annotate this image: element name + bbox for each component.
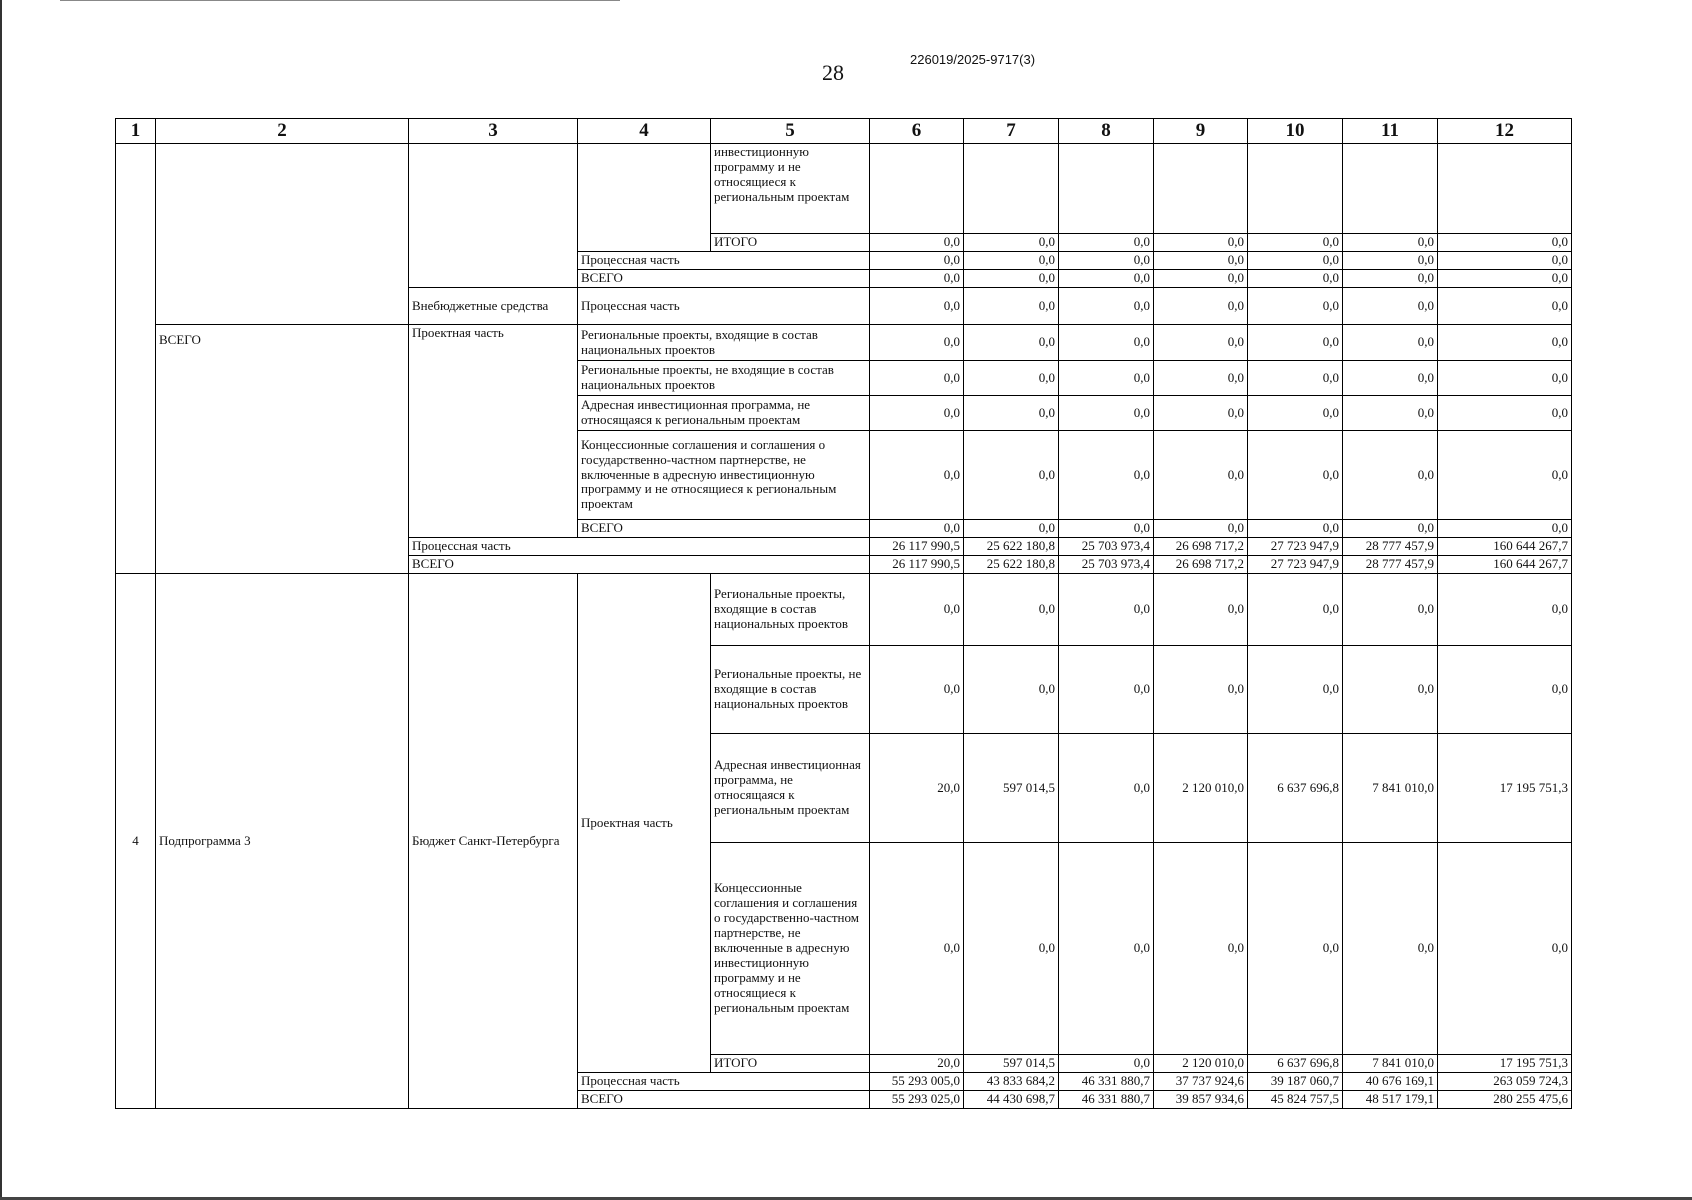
value-cell: 0,0 [1248,325,1343,361]
funding-source-cell [409,144,578,288]
value-cell: 0,0 [964,574,1059,646]
value-cell: 0,0 [1248,288,1343,325]
program-name-cell [156,144,409,325]
value-cell: 2 120 010,0 [1154,1055,1248,1073]
value-cell: 0,0 [964,646,1059,734]
value-cell: 6 637 696,8 [1248,1055,1343,1073]
total-label-cell: ВСЕГО [156,325,409,574]
value-cell: 55 293 025,0 [870,1091,964,1109]
value-cell: 46 331 880,7 [1059,1091,1154,1109]
value-cell: 0,0 [1343,270,1438,288]
value-cell: 44 430 698,7 [964,1091,1059,1109]
value-cell: 0,0 [1438,574,1572,646]
value-cell: 0,0 [1438,288,1572,325]
table-row [116,574,1572,646]
budget-table [115,118,1572,1109]
value-cell: 27 723 947,9 [1248,556,1343,574]
value-cell: 160 644 267,7 [1438,538,1572,556]
part-cell: Концессионные соглашения и соглашения о государственно-частном партнерстве, не включенные в адресную инвестиционную программу и не относящиеся к региональным проектам [578,431,870,520]
value-cell: 25 703 973,4 [1059,538,1154,556]
value-cell: 0,0 [1343,520,1438,538]
value-cell: 2 120 010,0 [1154,734,1248,843]
value-cell: 7 841 010,0 [1343,1055,1438,1073]
value-cell: 0,0 [1248,646,1343,734]
value-cell: 0,0 [1438,396,1572,431]
expense-type-cell: Региональные проекты, не входящие в состав национальных проектов [711,646,870,734]
value-cell: 0,0 [1059,270,1154,288]
part-cell: Проектная часть [578,574,711,1073]
value-cell: 55 293 005,0 [870,1073,964,1091]
value-cell: 0,0 [1438,234,1572,252]
value-cell: 0,0 [870,270,964,288]
value-cell: 0,0 [1248,520,1343,538]
value-cell: 0,0 [964,252,1059,270]
value-cell [1343,144,1438,234]
expense-type-cell: инвестиционную программу и не относящиеся к региональным проектам [711,144,870,234]
value-cell: 0,0 [1343,396,1438,431]
value-cell [1248,144,1343,234]
value-cell: 263 059 724,3 [1438,1073,1572,1091]
value-cell: 25 703 973,4 [1059,556,1154,574]
value-cell [1154,144,1248,234]
row-number-cell: 4 [116,574,156,1109]
value-cell: 597 014,5 [964,734,1059,843]
value-cell: 0,0 [870,361,964,396]
value-cell: 26 698 717,2 [1154,538,1248,556]
funding-source-cell: Внебюджетные средства [409,288,578,325]
value-cell: 40 676 169,1 [1343,1073,1438,1091]
value-cell: 0,0 [870,574,964,646]
value-cell: 45 824 757,5 [1248,1091,1343,1109]
value-cell: 0,0 [1154,361,1248,396]
value-cell: 0,0 [964,431,1059,520]
value-cell: 0,0 [1438,520,1572,538]
row-number-cell [116,144,156,574]
value-cell: 28 777 457,9 [1343,556,1438,574]
col-header-1: 1 [116,119,156,144]
value-cell: 26 117 990,5 [870,556,964,574]
col-header-2: 2 [156,119,409,144]
value-cell: 28 777 457,9 [1343,538,1438,556]
value-cell: 0,0 [964,288,1059,325]
value-cell [1059,144,1154,234]
value-cell: 0,0 [1343,431,1438,520]
value-cell: 0,0 [870,520,964,538]
value-cell: 0,0 [964,520,1059,538]
expense-type-cell: ИТОГО [711,1055,870,1073]
value-cell: 46 331 880,7 [1059,1073,1154,1091]
value-cell: 0,0 [1343,252,1438,270]
part-cell: Процессная часть [578,252,870,270]
value-cell: 0,0 [1438,325,1572,361]
col-header-3: 3 [409,119,578,144]
value-cell [870,144,964,234]
value-cell: 0,0 [1248,252,1343,270]
part-cell: Региональные проекты, входящие в состав национальных проектов [578,325,870,361]
col-header-9: 9 [1154,119,1248,144]
value-cell: 0,0 [1154,325,1248,361]
value-cell: 0,0 [1248,431,1343,520]
value-cell: 0,0 [1438,646,1572,734]
value-cell: 0,0 [870,325,964,361]
value-cell: 0,0 [1059,520,1154,538]
value-cell: 0,0 [1154,520,1248,538]
value-cell: 0,0 [1343,361,1438,396]
funding-source-cell: ВСЕГО [409,556,870,574]
program-name-cell: Подпрограмма 3 [156,574,409,1109]
part-cell: ВСЕГО [578,1091,870,1109]
value-cell: 0,0 [1059,431,1154,520]
col-header-12: 12 [1438,119,1572,144]
value-cell: 0,0 [1154,270,1248,288]
value-cell: 25 622 180,8 [964,556,1059,574]
value-cell: 0,0 [1343,234,1438,252]
value-cell: 0,0 [1438,252,1572,270]
value-cell: 37 737 924,6 [1154,1073,1248,1091]
document-id: 226019/2025-9717(3) [910,52,1036,67]
value-cell: 0,0 [1154,574,1248,646]
value-cell: 0,0 [1059,843,1154,1055]
value-cell: 0,0 [964,396,1059,431]
col-header-6: 6 [870,119,964,144]
expense-type-cell: ИТОГО [711,234,870,252]
value-cell: 0,0 [1343,574,1438,646]
value-cell: 0,0 [870,234,964,252]
value-cell: 39 187 060,7 [1248,1073,1343,1091]
scan-top-edge [60,0,620,1]
value-cell: 280 255 475,6 [1438,1091,1572,1109]
value-cell: 27 723 947,9 [1248,538,1343,556]
value-cell: 0,0 [1154,252,1248,270]
col-header-8: 8 [1059,119,1154,144]
value-cell: 0,0 [1059,361,1154,396]
value-cell: 0,0 [870,646,964,734]
part-cell: ВСЕГО [578,520,870,538]
part-cell: Процессная часть [578,288,870,325]
value-cell: 26 117 990,5 [870,538,964,556]
value-cell: 0,0 [870,288,964,325]
expense-type-cell: Региональные проекты, входящие в состав национальных проектов [711,574,870,646]
value-cell: 20,0 [870,734,964,843]
value-cell: 0,0 [1059,288,1154,325]
part-cell: Процессная часть [578,1073,870,1091]
table-row [116,144,1572,234]
value-cell: 0,0 [1248,843,1343,1055]
col-header-5: 5 [711,119,870,144]
value-cell: 0,0 [870,252,964,270]
table-row [116,325,1572,361]
funding-source-cell: Проектная часть [409,325,578,538]
header-row [116,119,1572,144]
value-cell [964,144,1059,234]
value-cell [1438,144,1572,234]
scan-left-edge [0,0,2,1200]
col-header-7: 7 [964,119,1059,144]
value-cell: 0,0 [1248,234,1343,252]
value-cell: 0,0 [1343,843,1438,1055]
value-cell: 0,0 [1154,288,1248,325]
page-number: 28 [822,60,844,85]
value-cell: 0,0 [1154,431,1248,520]
value-cell: 0,0 [1059,646,1154,734]
value-cell: 17 195 751,3 [1438,1055,1572,1073]
value-cell: 160 644 267,7 [1438,556,1572,574]
value-cell: 0,0 [1438,843,1572,1055]
value-cell: 0,0 [1059,325,1154,361]
value-cell: 0,0 [1059,252,1154,270]
col-header-10: 10 [1248,119,1343,144]
value-cell: 0,0 [1343,325,1438,361]
value-cell: 0,0 [1154,843,1248,1055]
value-cell: 0,0 [1059,574,1154,646]
value-cell: 0,0 [1248,361,1343,396]
value-cell: 17 195 751,3 [1438,734,1572,843]
value-cell: 25 622 180,8 [964,538,1059,556]
value-cell: 0,0 [1154,646,1248,734]
value-cell: 0,0 [1059,734,1154,843]
value-cell: 597 014,5 [964,1055,1059,1073]
value-cell: 0,0 [1248,574,1343,646]
value-cell: 26 698 717,2 [1154,556,1248,574]
part-cell [578,144,711,252]
value-cell: 0,0 [1343,288,1438,325]
value-cell: 0,0 [964,234,1059,252]
value-cell: 0,0 [1154,396,1248,431]
funding-source-cell: Бюджет Санкт-Петербурга [409,574,578,1109]
value-cell: 20,0 [870,1055,964,1073]
value-cell: 0,0 [1059,396,1154,431]
value-cell: 0,0 [870,396,964,431]
value-cell: 0,0 [1248,270,1343,288]
value-cell: 0,0 [1248,396,1343,431]
part-cell: Региональные проекты, не входящие в состав национальных проектов [578,361,870,396]
value-cell: 39 857 934,6 [1154,1091,1248,1109]
part-cell: Адресная инвестиционная программа, не относящаяся к региональным проектам [578,396,870,431]
value-cell: 0,0 [870,431,964,520]
col-header-11: 11 [1343,119,1438,144]
value-cell: 0,0 [964,325,1059,361]
value-cell: 7 841 010,0 [1343,734,1438,843]
value-cell: 0,0 [964,270,1059,288]
funding-source-cell: Процессная часть [409,538,870,556]
value-cell: 0,0 [964,843,1059,1055]
part-cell: ВСЕГО [578,270,870,288]
value-cell: 0,0 [1154,234,1248,252]
value-cell: 0,0 [1438,361,1572,396]
value-cell: 48 517 179,1 [1343,1091,1438,1109]
value-cell: 0,0 [1438,431,1572,520]
value-cell: 6 637 696,8 [1248,734,1343,843]
value-cell: 0,0 [1343,646,1438,734]
expense-type-cell: Концессионные соглашения и соглашения о государственно-частном партнерстве, не включенные в адресную инвестиционную программу и не относящиеся к региональным проектам [711,843,870,1055]
value-cell: 0,0 [1438,270,1572,288]
value-cell: 0,0 [1059,234,1154,252]
value-cell: 0,0 [870,843,964,1055]
value-cell: 0,0 [1059,1055,1154,1073]
value-cell: 0,0 [964,361,1059,396]
col-header-4: 4 [578,119,711,144]
expense-type-cell: Адресная инвестиционная программа, не относящаяся к региональным проектам [711,734,870,843]
value-cell: 43 833 684,2 [964,1073,1059,1091]
